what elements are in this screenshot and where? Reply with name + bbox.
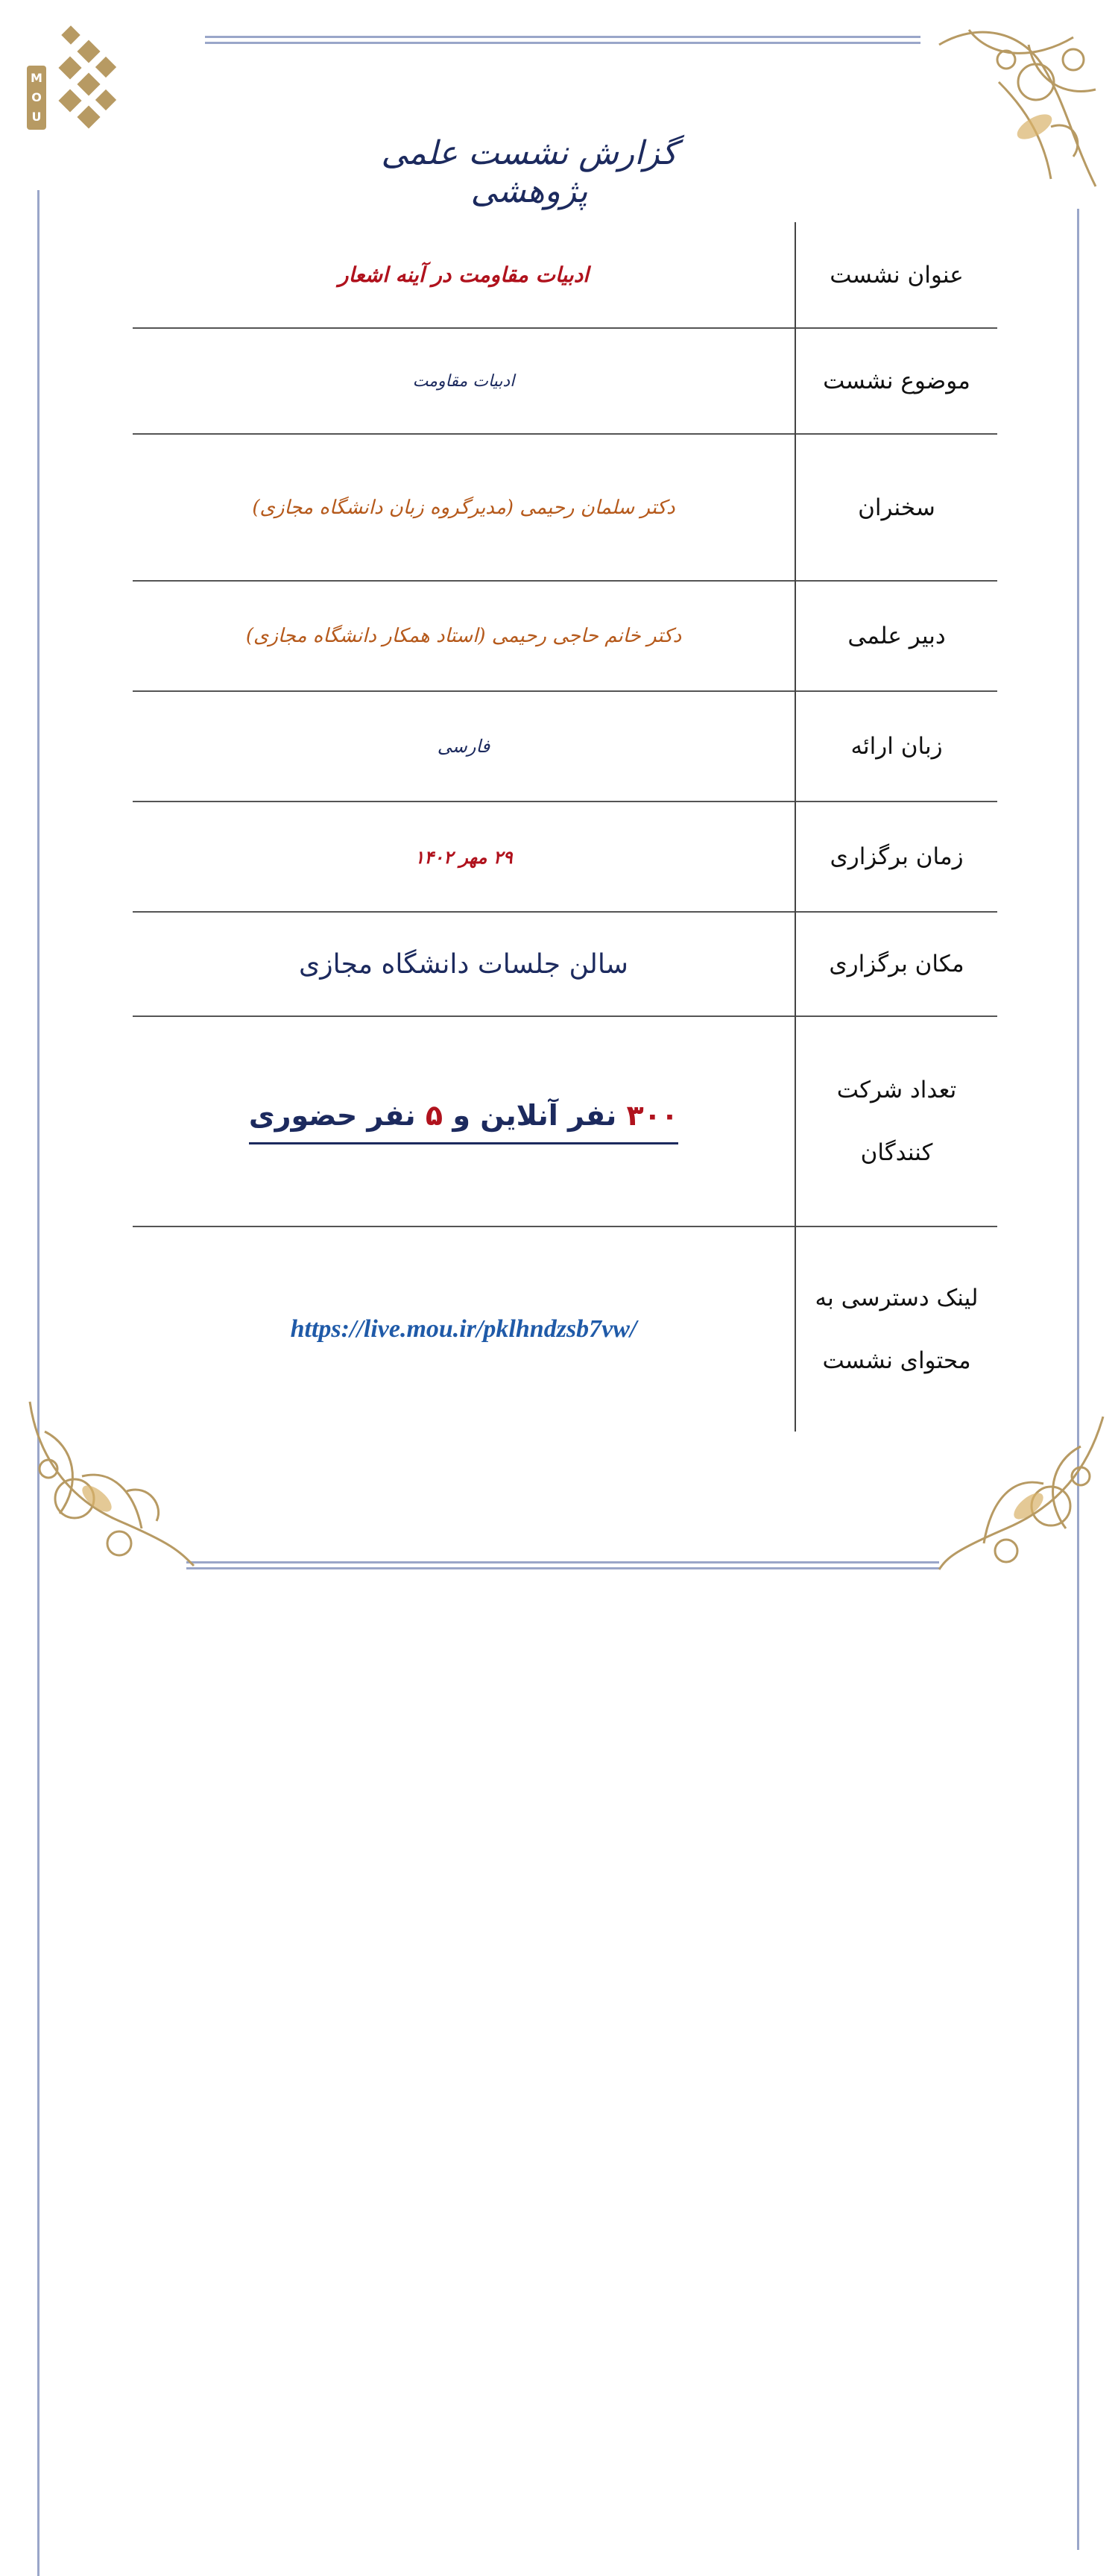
row-date <box>133 802 997 912</box>
page-title: گزارش نشست علمی پژوهشی <box>381 134 678 210</box>
label-place: مکان برگزاری <box>795 912 997 1016</box>
value-scientific-secretary: دکتر خانم حاجی رحیمی (استاد همکار دانشگاه مجازی) <box>245 625 682 647</box>
svg-text:U: U <box>31 110 42 124</box>
left-border <box>37 190 48 1383</box>
label-access-link <box>795 1226 997 1432</box>
mou-logo-icon <box>21 22 118 134</box>
label-participants-line2: کنندگان <box>860 1139 933 1166</box>
label-participants-line1: تعداد شرکت <box>836 1077 957 1103</box>
right-border <box>1077 209 1087 1379</box>
access-link[interactable]: https://live.mou.ir/pklhndzsb7vw/ <box>290 1315 637 1343</box>
value-language: فارسی <box>437 736 490 757</box>
report-table <box>133 222 997 1432</box>
row-speakers <box>133 434 997 581</box>
row-participants <box>133 1016 997 1226</box>
value-subject: ادبیات مقاومت <box>412 371 515 391</box>
top-border <box>205 36 920 46</box>
label-participants <box>795 1016 997 1226</box>
bottom-border <box>186 1561 939 1572</box>
label-title: عنوان نشست <box>795 222 997 328</box>
in-person-text: نفر حضوری <box>248 1098 416 1132</box>
row-access-link <box>133 1226 997 1432</box>
label-subject: موضوع نشست <box>795 328 997 434</box>
online-count: ۳۰۰ <box>626 1098 679 1132</box>
row-title <box>133 222 997 328</box>
value-participants <box>249 1099 678 1144</box>
row-subject <box>133 328 997 434</box>
corner-ornament-icon <box>924 15 1103 201</box>
value-title: ادبیات مقاومت در آینه اشعار <box>338 262 589 287</box>
svg-text:M: M <box>31 71 42 85</box>
label-access-link-line1: لینک دسترسی به <box>815 1285 979 1311</box>
label-access-link-line2: محتوای نشست <box>822 1347 971 1374</box>
value-place: سالن جلسات دانشگاه مجازی <box>299 948 628 980</box>
value-date: ۲۹ مهر ۱۴۰۲ <box>414 845 513 868</box>
online-text: نفر آنلاین و <box>452 1098 617 1132</box>
row-place <box>133 912 997 1016</box>
label-scientific-secretary: دبیر علمی <box>795 581 997 691</box>
label-speakers: سخنران <box>795 434 997 581</box>
label-language: زبان ارائه <box>795 691 997 802</box>
row-scientific-secretary <box>133 581 997 691</box>
value-speakers: دکتر سلمان رحیمی (مدیرگروه زبان دانشگاه مجازی) <box>252 496 675 519</box>
in-person-count: ۵ <box>425 1098 443 1132</box>
svg-text:O: O <box>31 90 42 104</box>
label-date: زمان برگزاری <box>795 802 997 912</box>
row-language <box>133 691 997 802</box>
